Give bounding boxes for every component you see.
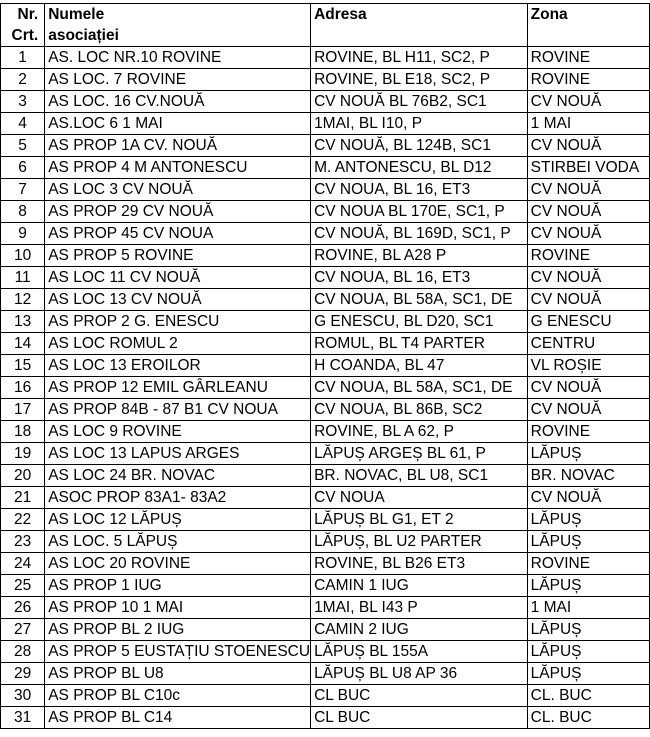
table-row [1, 509, 650, 531]
zone-cell[interactable]: CV NOUĂ [527, 201, 649, 223]
zone-cell[interactable]: LĂPUȘ [527, 663, 649, 685]
association-name-cell[interactable]: AS LOC. 16 CV.NOUĂ [45, 91, 311, 113]
zone-cell[interactable]: ROVINE [527, 421, 649, 443]
association-name-cell[interactable]: AS LOC 9 ROVINE [45, 421, 311, 443]
association-name-cell[interactable]: AS PROP 1 IUG [45, 575, 311, 597]
association-name-cell[interactable]: AS PROP BL U8 [45, 663, 311, 685]
table-row [1, 575, 650, 597]
table-row [1, 597, 650, 619]
row-number-cell[interactable]: 16 [1, 377, 45, 399]
zone-cell[interactable]: CV NOUĂ [527, 487, 649, 509]
table-row [1, 641, 650, 663]
zone-cell[interactable]: 1 MAI [527, 597, 649, 619]
row-number-cell[interactable]: 1 [1, 47, 45, 69]
header-row-top [1, 4, 650, 26]
table-row [1, 465, 650, 487]
address-cell[interactable]: ROVINE, BL E18, SC2, P [311, 69, 528, 91]
row-number-cell[interactable]: 26 [1, 597, 45, 619]
header-nr[interactable]: Nr. [1, 4, 45, 26]
address-cell[interactable]: BR. NOVAC, BL U8, SC1 [311, 465, 528, 487]
association-name-cell[interactable]: AS LOC 20 ROVINE [45, 553, 311, 575]
header-crt[interactable]: Crt. [1, 25, 45, 47]
table-row [1, 421, 650, 443]
table-row [1, 443, 650, 465]
association-name-cell[interactable]: AS PROP 12 EMIL GÂRLEANU [45, 377, 311, 399]
zone-cell[interactable]: CV NOUĂ [527, 91, 649, 113]
associations-table [0, 3, 650, 729]
table-header [1, 4, 650, 47]
address-cell[interactable]: CV NOUA, BL 58A, SC1, DE [311, 289, 528, 311]
row-number-cell[interactable]: 27 [1, 619, 45, 641]
table-row [1, 333, 650, 355]
zone-cell[interactable]: LĂPUȘ [527, 531, 649, 553]
zone-cell[interactable]: G ENESCU [527, 311, 649, 333]
row-number-cell[interactable]: 29 [1, 663, 45, 685]
address-cell[interactable]: CAMIN 1 IUG [311, 575, 528, 597]
address-cell[interactable]: G ENESCU, BL D20, SC1 [311, 311, 528, 333]
row-number-cell[interactable]: 18 [1, 421, 45, 443]
zone-cell[interactable]: CL. BUC [527, 685, 649, 707]
address-cell[interactable]: CAMIN 2 IUG [311, 619, 528, 641]
address-cell[interactable]: CL BUC [311, 707, 528, 729]
table-row [1, 267, 650, 289]
table-row [1, 157, 650, 179]
row-number-cell[interactable]: 30 [1, 685, 45, 707]
association-name-cell[interactable]: AS PROP 4 M ANTONESCU [45, 157, 311, 179]
row-number-cell[interactable]: 7 [1, 179, 45, 201]
zone-cell[interactable]: ROVINE [527, 69, 649, 91]
row-number-cell[interactable]: 2 [1, 69, 45, 91]
association-name-cell[interactable]: ASOC PROP 83A1- 83A2 [45, 487, 311, 509]
address-cell[interactable]: CV NOUĂ, BL 124B, SC1 [311, 135, 528, 157]
row-number-cell[interactable]: 21 [1, 487, 45, 509]
address-cell[interactable]: LĂPUȘ ARGEȘ BL 61, P [311, 443, 528, 465]
association-name-cell[interactable]: AS LOC. 7 ROVINE [45, 69, 311, 91]
association-name-cell[interactable]: AS PROP BL 2 IUG [45, 619, 311, 641]
row-number-cell[interactable]: 24 [1, 553, 45, 575]
row-number-cell[interactable]: 9 [1, 223, 45, 245]
row-number-cell[interactable]: 5 [1, 135, 45, 157]
address-cell[interactable]: ROVINE, BL H11, SC2, P [311, 47, 528, 69]
address-cell[interactable]: CL BUC [311, 685, 528, 707]
address-cell[interactable]: CV NOUA, BL 16, ET3 [311, 179, 528, 201]
zone-cell[interactable]: LĂPUȘ [527, 641, 649, 663]
header-row-bottom [1, 25, 650, 47]
table-row [1, 377, 650, 399]
address-cell[interactable]: CV NOUA, BL 58A, SC1, DE [311, 377, 528, 399]
association-name-cell[interactable]: AS.LOC 6 1 MAI [45, 113, 311, 135]
association-name-cell[interactable]: AS PROP 84B - 87 B1 CV NOUA [45, 399, 311, 421]
row-number-cell[interactable]: 8 [1, 201, 45, 223]
association-name-cell[interactable]: AS PROP 2 G. ENESCU [45, 311, 311, 333]
row-number-cell[interactable]: 28 [1, 641, 45, 663]
zone-cell[interactable]: ROVINE [527, 553, 649, 575]
association-name-cell[interactable]: AS LOC. 5 LĂPUȘ [45, 531, 311, 553]
zone-cell[interactable]: CV NOUĂ [527, 135, 649, 157]
address-cell[interactable]: ROVINE, BL A28 P [311, 245, 528, 267]
table-row [1, 311, 650, 333]
row-number-cell[interactable]: 3 [1, 91, 45, 113]
address-cell[interactable]: ROMUL, BL T4 PARTER [311, 333, 528, 355]
row-number-cell[interactable]: 14 [1, 333, 45, 355]
table-row [1, 289, 650, 311]
table-row [1, 245, 650, 267]
address-cell[interactable]: H COANDA, BL 47 [311, 355, 528, 377]
association-name-cell[interactable]: AS PROP 45 CV NOUA [45, 223, 311, 245]
association-name-cell[interactable]: AS PROP 5 EUSTAȚIU STOENESCU [45, 641, 311, 663]
table-row [1, 707, 650, 729]
row-number-cell[interactable]: 6 [1, 157, 45, 179]
table-row [1, 663, 650, 685]
table-row [1, 531, 650, 553]
association-name-cell[interactable]: AS PROP 1A CV. NOUĂ [45, 135, 311, 157]
address-cell[interactable]: LĂPUȘ BL U8 AP 36 [311, 663, 528, 685]
address-cell[interactable]: CV NOUA, BL 16, ET3 [311, 267, 528, 289]
table-row [1, 69, 650, 91]
table-row [1, 399, 650, 421]
zone-cell[interactable]: BR. NOVAC [527, 465, 649, 487]
address-cell[interactable]: M. ANTONESCU, BL D12 [311, 157, 528, 179]
zone-cell[interactable]: CENTRU [527, 333, 649, 355]
table-row [1, 223, 650, 245]
association-name-cell[interactable]: AS LOC 11 CV NOUĂ [45, 267, 311, 289]
association-name-cell[interactable]: AS PROP 10 1 MAI [45, 597, 311, 619]
address-cell[interactable]: LĂPUȘ BL 155A [311, 641, 528, 663]
table-row [1, 47, 650, 69]
association-name-cell[interactable]: AS PROP BL C10c [45, 685, 311, 707]
row-number-cell[interactable]: 17 [1, 399, 45, 421]
row-number-cell[interactable]: 22 [1, 509, 45, 531]
zone-cell[interactable]: CV NOUĂ [527, 179, 649, 201]
row-number-cell[interactable]: 31 [1, 707, 45, 729]
zone-cell[interactable]: ROVINE [527, 245, 649, 267]
zone-cell[interactable]: CL. BUC [527, 707, 649, 729]
association-name-cell[interactable]: AS LOC ROMUL 2 [45, 333, 311, 355]
row-number-cell[interactable]: 11 [1, 267, 45, 289]
table-row [1, 113, 650, 135]
association-name-cell[interactable]: AS. LOC NR.10 ROVINE [45, 47, 311, 69]
zone-cell[interactable]: CV NOUĂ [527, 289, 649, 311]
address-cell[interactable]: CV NOUĂ, BL 169D, SC1, P [311, 223, 528, 245]
header-zone-sub[interactable] [527, 25, 649, 47]
address-cell[interactable]: LĂPUȘ, BL U2 PARTER [311, 531, 528, 553]
table-row [1, 91, 650, 113]
header-name[interactable]: Numele [45, 4, 311, 26]
table-row [1, 619, 650, 641]
row-number-cell[interactable]: 4 [1, 113, 45, 135]
zone-cell[interactable]: CV NOUĂ [527, 223, 649, 245]
zone-cell[interactable]: CV NOUĂ [527, 377, 649, 399]
header-address[interactable]: Adresa [311, 4, 528, 26]
association-name-cell[interactable]: AS LOC 13 CV NOUĂ [45, 289, 311, 311]
zone-cell[interactable]: LĂPUȘ [527, 575, 649, 597]
zone-cell[interactable]: 1 MAI [527, 113, 649, 135]
zone-cell[interactable]: LĂPUȘ [527, 443, 649, 465]
row-number-cell[interactable]: 12 [1, 289, 45, 311]
address-cell[interactable]: ROVINE, BL A 62, P [311, 421, 528, 443]
table-row [1, 685, 650, 707]
association-name-cell[interactable]: AS LOC 13 LAPUS ARGES [45, 443, 311, 465]
address-cell[interactable]: CV NOUA BL 170E, SC1, P [311, 201, 528, 223]
row-number-cell[interactable]: 25 [1, 575, 45, 597]
zone-cell[interactable]: LĂPUȘ [527, 619, 649, 641]
zone-cell[interactable]: LĂPUȘ [527, 509, 649, 531]
zone-cell[interactable]: CV NOUĂ [527, 399, 649, 421]
row-number-cell[interactable]: 10 [1, 245, 45, 267]
zone-cell[interactable]: STIRBEI VODA [527, 157, 649, 179]
row-number-cell[interactable]: 20 [1, 465, 45, 487]
zone-cell[interactable]: CV NOUĂ [527, 267, 649, 289]
table-row [1, 179, 650, 201]
header-name-sub[interactable]: asociației [45, 25, 311, 47]
association-name-cell[interactable]: AS PROP 5 ROVINE [45, 245, 311, 267]
address-cell[interactable]: CV NOUĂ BL 76B2, SC1 [311, 91, 528, 113]
table-row [1, 553, 650, 575]
association-name-cell[interactable]: AS LOC 3 CV NOUĂ [45, 179, 311, 201]
row-number-cell[interactable]: 19 [1, 443, 45, 465]
association-name-cell[interactable]: AS PROP BL C14 [45, 707, 311, 729]
table-body [1, 47, 650, 729]
table-row [1, 135, 650, 157]
association-name-cell[interactable]: AS PROP 29 CV NOUĂ [45, 201, 311, 223]
row-number-cell[interactable]: 15 [1, 355, 45, 377]
row-number-cell[interactable]: 13 [1, 311, 45, 333]
address-cell[interactable]: ROVINE, BL B26 ET3 [311, 553, 528, 575]
header-address-sub[interactable] [311, 25, 528, 47]
association-name-cell[interactable]: AS LOC 13 EROILOR [45, 355, 311, 377]
address-cell[interactable]: CV NOUA [311, 487, 528, 509]
address-cell[interactable]: LĂPUȘ BL G1, ET 2 [311, 509, 528, 531]
address-cell[interactable]: 1MAI, BL I43 P [311, 597, 528, 619]
header-zone[interactable]: Zona [527, 4, 649, 26]
table-row [1, 355, 650, 377]
address-cell[interactable]: 1MAI, BL I10, P [311, 113, 528, 135]
zone-cell[interactable]: ROVINE [527, 47, 649, 69]
zone-cell[interactable]: VL ROȘIE [527, 355, 649, 377]
association-name-cell[interactable]: AS LOC 12 LĂPUȘ [45, 509, 311, 531]
table-row [1, 487, 650, 509]
address-cell[interactable]: CV NOUA, BL 86B, SC2 [311, 399, 528, 421]
association-name-cell[interactable]: AS LOC 24 BR. NOVAC [45, 465, 311, 487]
table-row [1, 201, 650, 223]
row-number-cell[interactable]: 23 [1, 531, 45, 553]
